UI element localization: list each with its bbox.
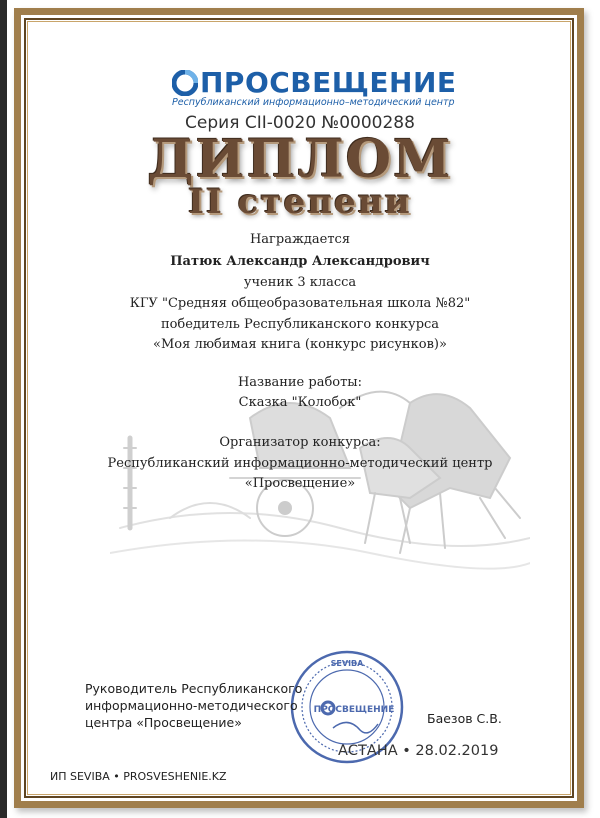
- school-name: КГУ "Средняя общеобразовательная школа №82": [129, 296, 471, 311]
- signatory-name: Баезов С.В.: [427, 711, 502, 726]
- place-date: АСТАНА • 28.02.2019: [338, 743, 499, 759]
- contest-name: «Моя любимая книга (конкурс рисунков)»: [153, 337, 447, 352]
- prosveshenie-logo: [172, 66, 457, 110]
- logo-text: ПРОСВЕЩЕНИЕ: [200, 66, 457, 99]
- student-grade: ученик 3 класса: [243, 275, 357, 290]
- organizer-label: Организатор конкурса:: [219, 435, 381, 450]
- recipient-name: Патюк Александр Александрович: [170, 254, 430, 269]
- organizer-line-1: Республиканский информационно-методический центр: [107, 456, 493, 471]
- diploma-degree: II степени: [188, 182, 412, 222]
- work-title: Сказка "Колобок": [238, 395, 362, 410]
- signature-line-1: Руководитель Республиканского: [85, 681, 303, 696]
- stamp-top-text: SEVIBA: [330, 659, 364, 668]
- series-number: Серия СII-0020 №0000288: [185, 113, 415, 133]
- organizer-line-2: «Просвещение»: [244, 476, 356, 491]
- signature-line-2: информационно-методического: [85, 698, 298, 713]
- stamp-center-text: ПРОСВЕЩЕНИЕ: [313, 705, 395, 715]
- work-label: Название работы:: [237, 375, 363, 390]
- signature-block: [85, 680, 302, 731]
- signature-line-3: центра «Просвещение»: [85, 715, 242, 730]
- footer-text: ИП SEVIBA • PROSVESHENIE.KZ: [50, 770, 227, 783]
- winner-text: победитель Республиканского конкурса: [160, 317, 440, 332]
- diploma-title: ДИПЛОМ: [147, 129, 453, 190]
- logo-circle-icon: [172, 70, 198, 96]
- logo-subtitle: Республиканский информационно–методический центр: [172, 97, 455, 108]
- awarded-label: Награждается: [249, 232, 351, 247]
